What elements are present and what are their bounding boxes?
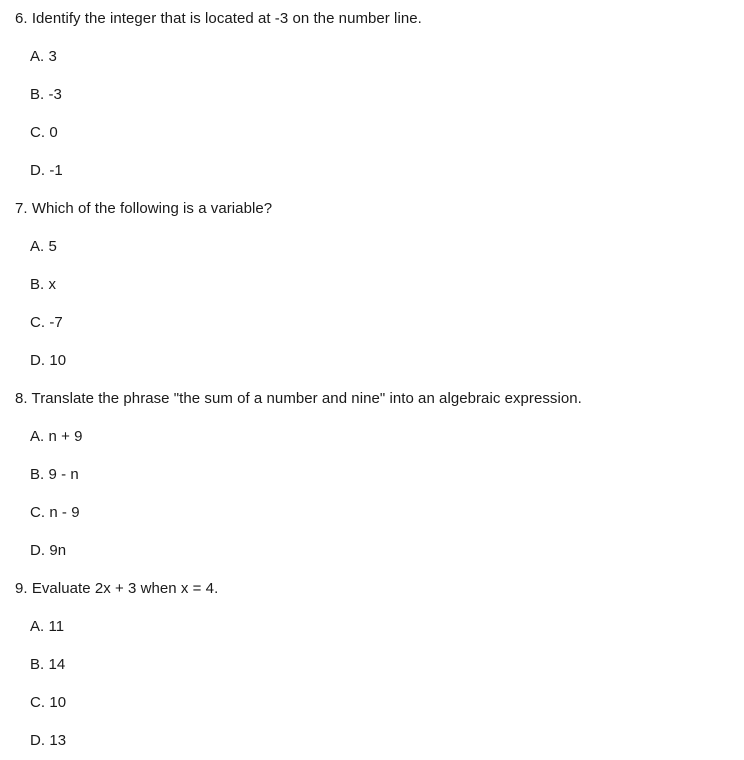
option-list-9	[0, 608, 744, 760]
option-list-7	[0, 228, 744, 380]
option-list-8	[0, 418, 744, 570]
option-6-c[interactable]: C. 0	[30, 124, 58, 141]
option-9-d[interactable]: D. 13	[30, 732, 67, 749]
question-block-8	[0, 380, 744, 570]
option-7-d[interactable]: D. 10	[30, 352, 67, 369]
question-prompt-7: 7. Which of the following is a variable?	[15, 200, 273, 217]
option-6-d[interactable]: D. -1	[30, 162, 63, 179]
option-7-b[interactable]: B. x	[30, 276, 57, 293]
option-8-d[interactable]: D. 9n	[30, 542, 67, 559]
option-9-a[interactable]: A. 11	[30, 618, 65, 635]
question-prompt-9: 9. Evaluate 2x + 3 when x = 4.	[15, 580, 219, 597]
option-6-b[interactable]: B. -3	[30, 86, 62, 103]
option-9-b[interactable]: B. 14	[30, 656, 66, 673]
option-list-6	[0, 38, 744, 190]
option-7-c[interactable]: C. -7	[30, 314, 63, 331]
option-8-a[interactable]: A. n + 9	[30, 428, 83, 445]
option-8-c[interactable]: C. n - 9	[30, 504, 80, 521]
option-7-a[interactable]: A. 5	[30, 238, 57, 255]
option-8-b[interactable]: B. 9 - n	[30, 466, 79, 483]
question-block-6	[0, 0, 744, 190]
option-6-a[interactable]: A. 3	[30, 48, 57, 65]
question-prompt-8: 8. Translate the phrase "the sum of a number and nine" into an algebraic expression.	[15, 390, 582, 407]
question-block-7	[0, 190, 744, 380]
option-9-c[interactable]: C. 10	[30, 694, 67, 711]
question-block-9	[0, 570, 744, 760]
question-prompt-6: 6. Identify the integer that is located at -3 on the number line.	[15, 10, 422, 27]
